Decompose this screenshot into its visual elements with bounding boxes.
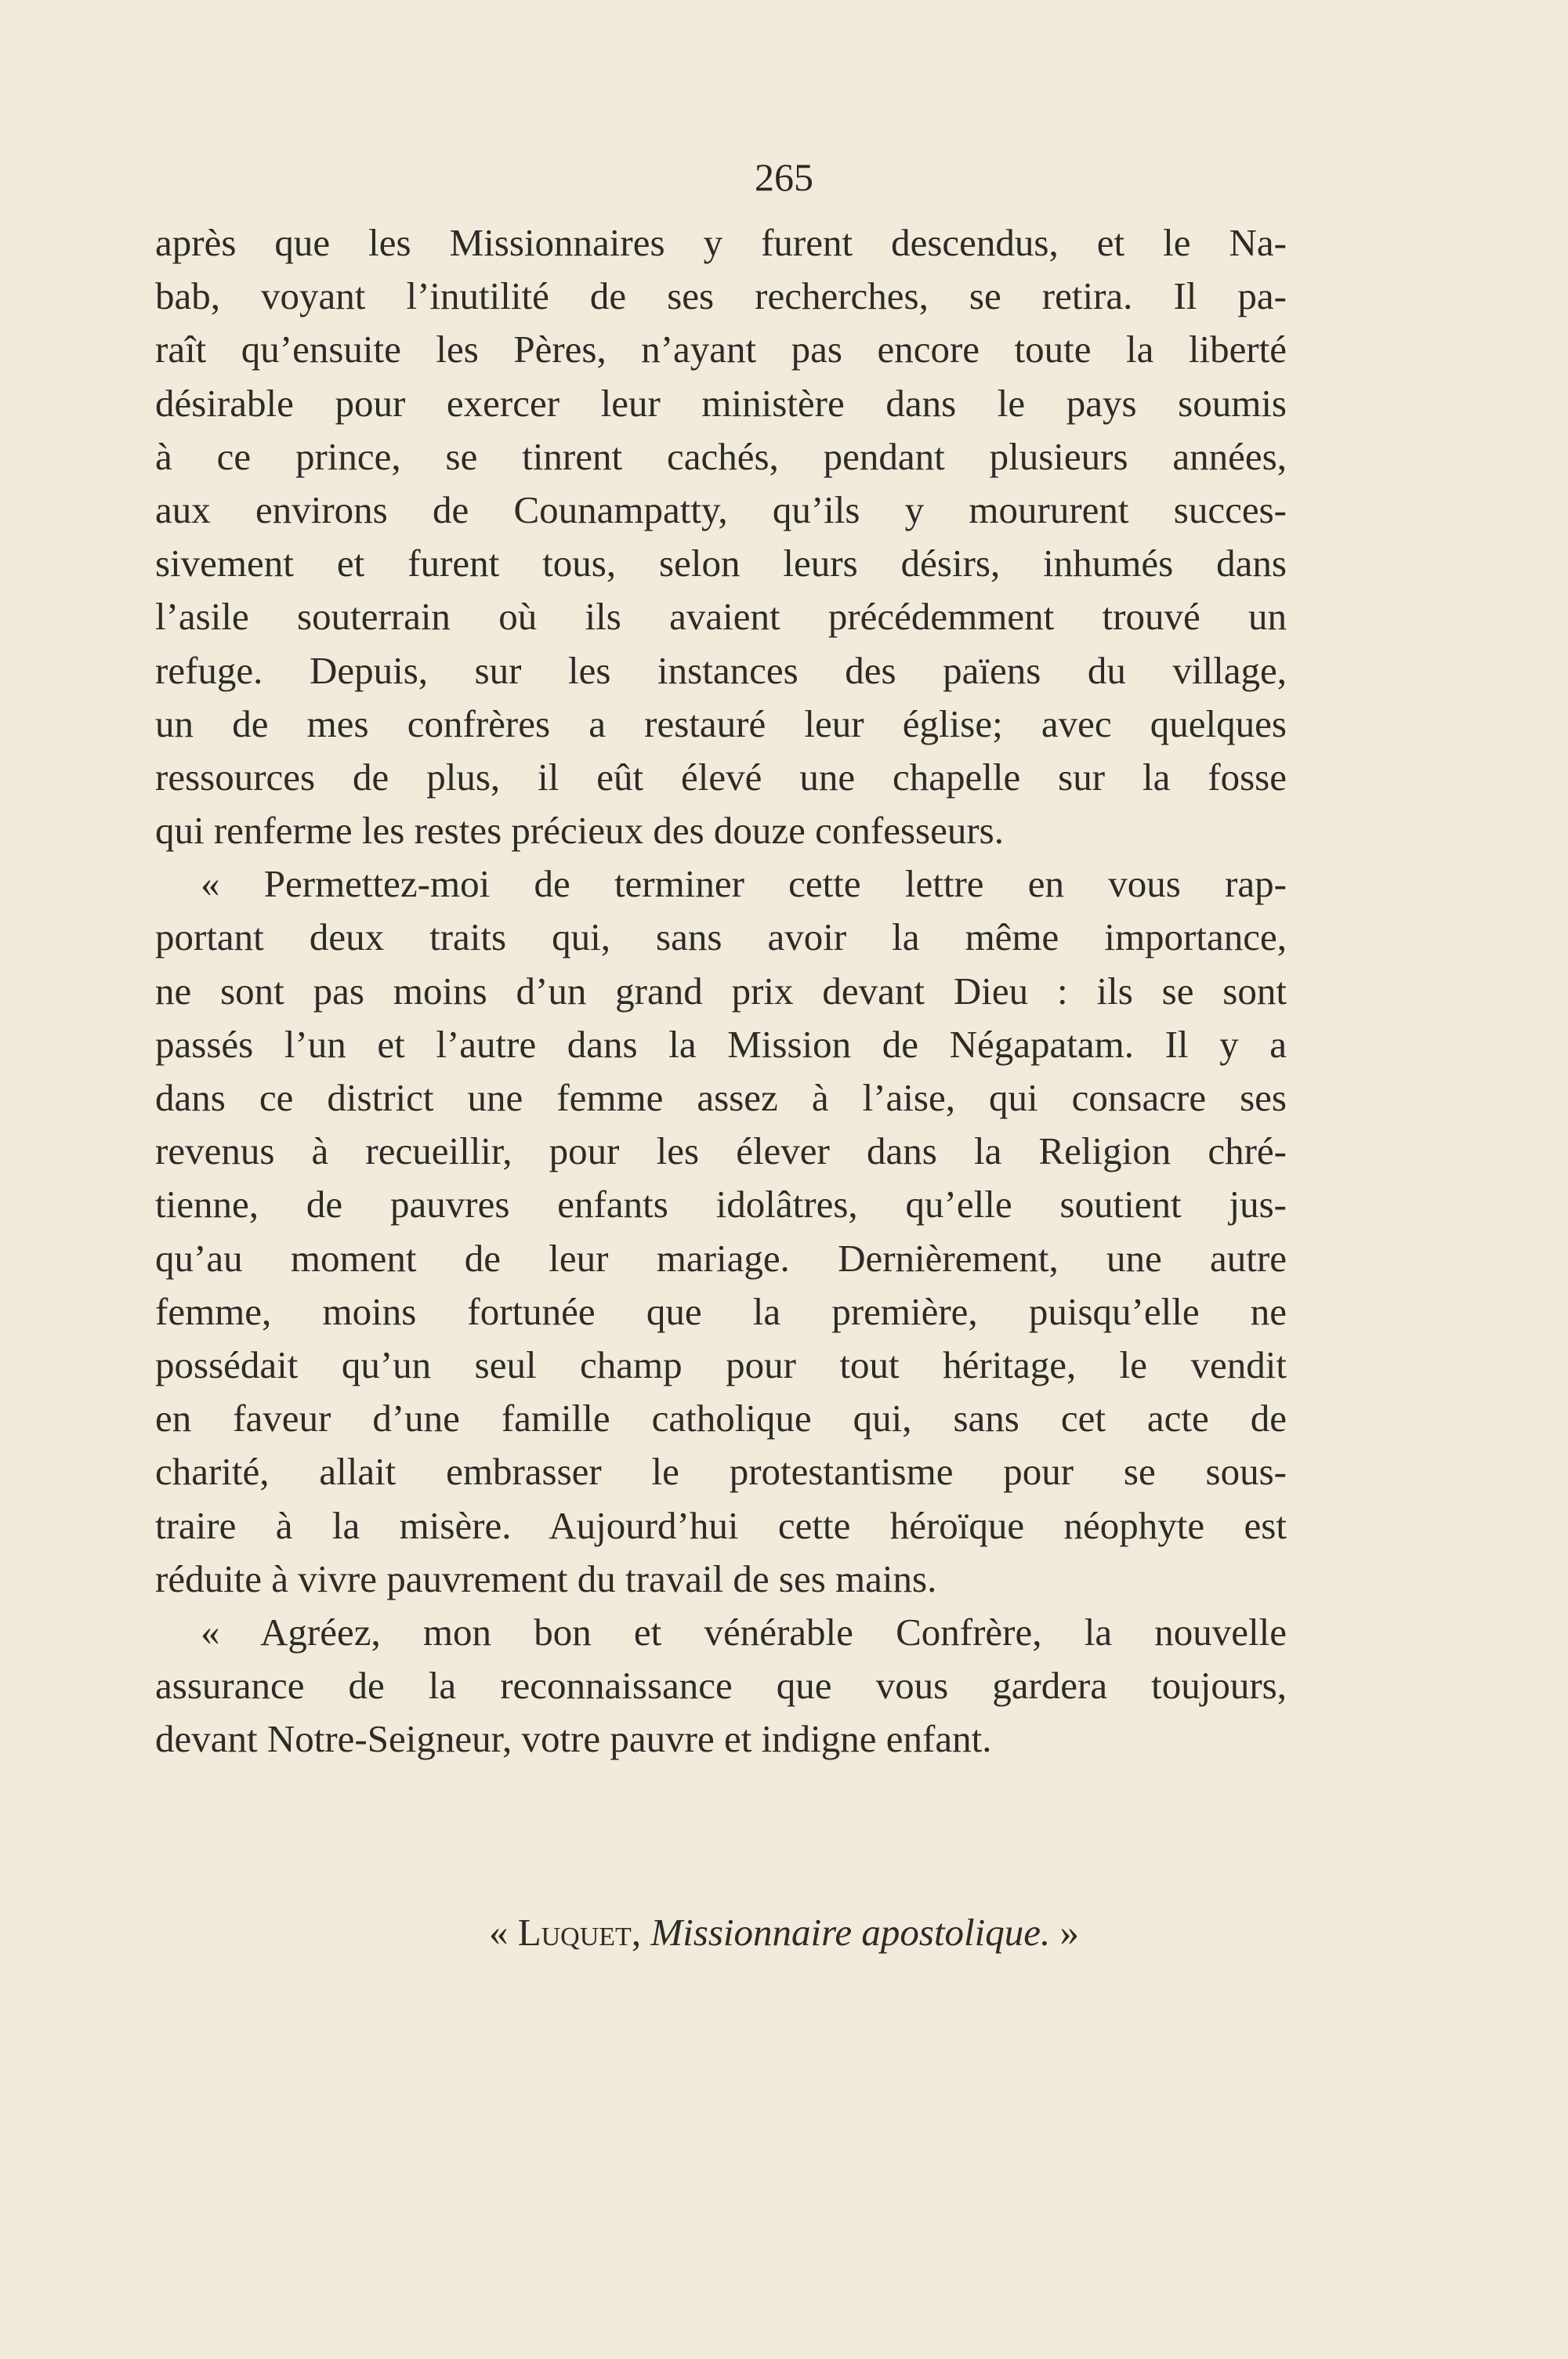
- text-line: après que les Missionnaires y furent descendus, et le Na-: [155, 221, 1287, 264]
- page-number: 265: [755, 155, 813, 199]
- text-line: revenus à recueillir, pour les élever dans la Religion chré-: [155, 1129, 1287, 1173]
- text-line: possédait qu’un seul champ pour tout héritage, le vendit: [155, 1343, 1287, 1386]
- text-line: femme, moins fortunée que la première, puisqu’elle ne: [155, 1289, 1287, 1333]
- signature-close-quote: »: [1050, 1911, 1080, 1954]
- text-line: raît qu’ensuite les Pères, n’ayant pas encore toute la liberté: [155, 328, 1287, 371]
- text-line: qu’au moment de leur mariage. Dernièrement, une autre: [155, 1236, 1287, 1280]
- text-line: dans ce district une femme assez à l’aise, qui consacre ses: [155, 1076, 1287, 1119]
- text-line: tienne, de pauvres enfants idolâtres, qu’elle soutient jus-: [155, 1183, 1287, 1227]
- text-line: ressources de plus, il eût élevé une chapelle sur la fosse: [155, 755, 1287, 799]
- signature-separator: ,: [631, 1911, 651, 1954]
- text-line: sivement et furent tous, selon leurs désirs, inhumés dans: [155, 542, 1287, 585]
- text-line: qui renferme les restes précieux des douze confesseurs.: [155, 809, 1005, 853]
- text-line: l’asile souterrain où ils avaient précédemment trouvé un: [155, 595, 1287, 639]
- signature: [0, 1906, 1568, 1959]
- text-line: portant deux traits qui, sans avoir la même importance,: [155, 915, 1287, 959]
- text-line: charité, allait embrasser le protestantisme pour se sous-: [155, 1450, 1287, 1494]
- signature-title: Missionnaire apostolique.: [650, 1911, 1051, 1954]
- signature-open-quote: «: [488, 1911, 518, 1954]
- text-line: devant Notre-Seigneur, votre pauvre et indigne enfant.: [155, 1717, 992, 1761]
- text-line: un de mes confrères a restauré leur église; avec quelques: [155, 701, 1287, 745]
- body-text: [155, 216, 1287, 1766]
- text-line: refuge. Depuis, sur les instances des païens du village,: [155, 648, 1287, 692]
- text-line: traire à la misère. Aujourd’hui cette héroïque néophyte est: [155, 1503, 1287, 1547]
- text-line: bab, voyant l’inutilité de ses recherches, se retira. Il pa-: [155, 274, 1287, 318]
- text-line: ne sont pas moins d’un grand prix devant Dieu : ils se sont: [155, 969, 1287, 1013]
- text-line: désirable pour exercer leur ministère dans le pays soumis: [155, 381, 1287, 425]
- text-line: « Permettez-moi de terminer cette lettre en vous rap-: [201, 862, 1287, 906]
- text-line: « Agréez, mon bon et vénérable Confrère, la nouvelle: [201, 1610, 1287, 1654]
- text-line: passés l’un et l’autre dans la Mission de Négapatam. Il y a: [155, 1022, 1287, 1066]
- text-line: en faveur d’une famille catholique qui, sans cet acte de: [155, 1397, 1287, 1440]
- signature-name: Luquet: [517, 1911, 632, 1954]
- text-line: réduite à vivre pauvrement du travail de ses mains.: [155, 1556, 937, 1600]
- text-line: aux environs de Counampatty, qu’ils y moururent succes-: [155, 487, 1287, 531]
- text-line: à ce prince, se tinrent cachés, pendant plusieurs années,: [155, 434, 1287, 478]
- text-line: assurance de la reconnaissance que vous gardera toujours,: [155, 1664, 1287, 1708]
